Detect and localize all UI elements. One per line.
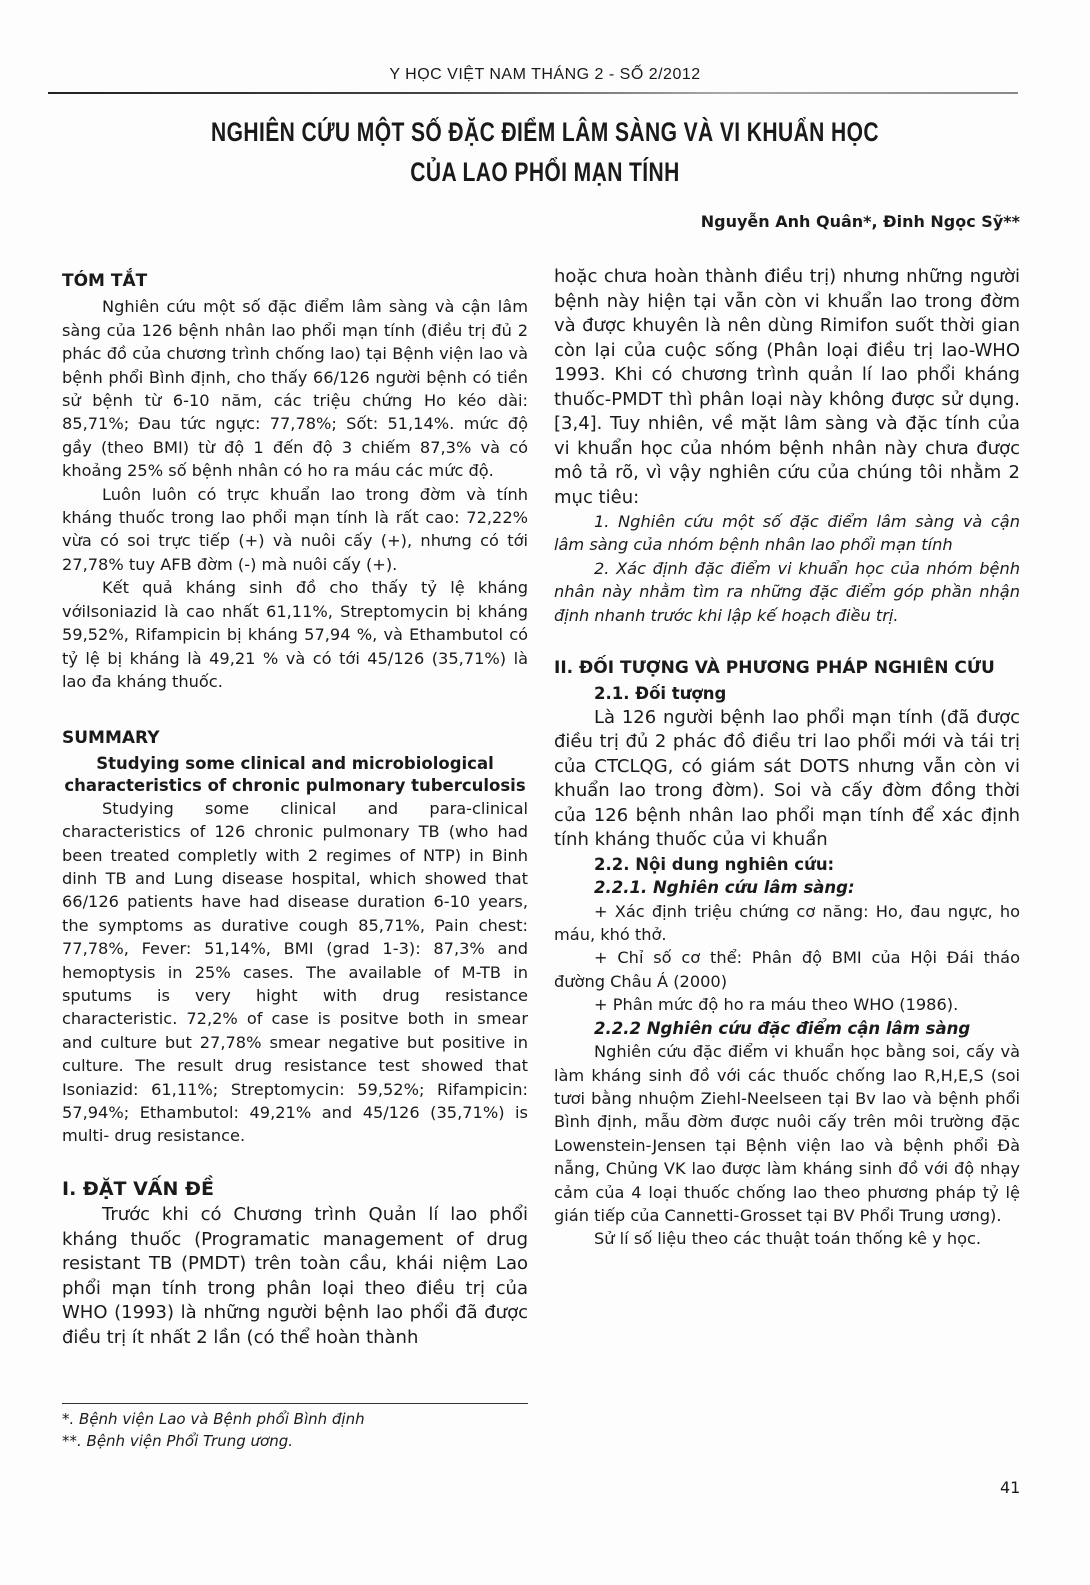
- summary-heading: SUMMARY: [62, 728, 160, 749]
- subsection-2-1-heading: 2.1. Đối tượng: [594, 684, 727, 704]
- left-column: [62, 270, 528, 1350]
- summary-text: Studying some clinical and para-clinical characteristics of 126 chronic pulmonary TB (who had been treated completly with 2 regimes of NTP) in Binh dinh TB and Lung disease hospital, which showed that 66/126 patients have had disease duration 6-10 years, the symptoms as durative cough 85,71%, Pain chest: 77,78%, Fever: 51,14%, BMI (grad 1-3): 87,3% and hemoptysis in 25% cases. The available of M-TB in sputums is very hight with drug resistance characteristic. 72,2% of case is positve both in smear and culture but 27,78% smear negative but positive in culture. The result drug resistance test showed that Isoniazid: 61,11%; Streptomycin: 59,52%; Rifampicin: 57,94%; Ethambutol: 49,21% and 45/126 (35,71%) is multi- drug resistance.: [62, 798, 528, 1146]
- clinical-item: + Chỉ số cơ thể: Phân độ BMI của Hội Đái tháo đường Châu Á (2000): [554, 948, 1020, 991]
- abstract-heading: TÓM TẮT: [62, 271, 148, 291]
- subsection-2-2-2-text: Nghiên cứu đặc điểm vi khuẩn học bằng soi, cấy và làm kháng sinh đồ với các thuốc chống lao R,H,E,S (soi tươi bằng nhuộm Ziehl-Neelseen tại Bv lao và bệnh phổi Bình định, mẫu đờm được nuôi cấy trên môi trường đặc Lowenstein-Jensen tại Bệnh viện lao và bệnh phổi Đà nẵng, Chủng VK lao được làm kháng sinh đồ với độ nhạy cảm của 4 loại thuốc chống lao theo phương pháp tỷ lệ gián tiếp của Cannetti-Grosset tại BV Phổi Trung ương).: [554, 1042, 1020, 1225]
- abstract-paragraph: Kết quả kháng sinh đồ cho thấy tỷ lệ kháng vớiIsoniazid là cao nhất 61,11%, Streptomycin bị kháng 59,52%, Rifampicin bị kháng 57,94 %, và Ethambutol có tỷ lệ bị kháng là 49,21 % và có tới 45/126 (35,71%) là lao đa kháng thuốc.: [62, 578, 528, 691]
- statistics-text: Sử lí số liệu theo các thuật toán thống kê y học.: [594, 1229, 982, 1249]
- abstract-paragraph: Nghiên cứu một số đặc điểm lâm sàng và cận lâm sàng của 126 bệnh nhân lao phổi mạn tính (điều trị đủ 2 phác đồ của chương trình chống lao) tại Bệnh viện lao và bệnh phổi Bình định, cho thấy 66/126 người bệnh có tiền sử bệnh từ 6-10 năm, các triệu chứng Ho kéo dài: 85,71%; Đau tức ngực: 77,78%; Sốt: 51,14%. mức độ gầy (theo BMI) từ độ 1 đến độ 3 chiếm 87,3% và có khoảng 25% số bệnh nhân có ho ra máu các mức độ.: [62, 297, 528, 481]
- subsection-2-2-2-heading: 2.2.2 Nghiên cứu đặc điểm cận lâm sàng: [594, 1018, 971, 1038]
- abstract-paragraph: Luôn luôn có trực khuẩn lao trong đờm và tính kháng thuốc trong lao phổi mạn tính là rất cao: 72,22% vừa có soi trực tiếp (+) và nuôi cấy (+), nhưng có tới 27,78% tuy AFB đờm (-) mà nuôi cấy (+).: [62, 484, 528, 574]
- journal-header: Y HỌC VIỆT NAM THÁNG 2 - SỐ 2/2012: [389, 66, 701, 83]
- section-1-continued: hoặc chưa hoàn thành điều trị) nhưng những người bệnh này hiện tại vẫn còn vi khuẩn lao trong đờm và được khuyên là nên dùng Rimifon suốt thời gian còn lại của cuộc sống (Phân loại điều trị lao-WHO 1993. Khi có chương trình quản lí lao phổi kháng thuốc-PMDT thì phân loại này không được sử dụng.[3,4]. Tuy nhiên, về mặt lâm sàng và đặc tính của vi khuẩn học của nhóm bệnh nhân này chưa được mô tả rõ, vì vậy nghiên cứu của chúng tôi nhằm 2 mục tiêu:: [554, 266, 1020, 508]
- subsection-2-2-heading: 2.2. Nội dung nghiên cứu:: [594, 854, 835, 874]
- article-title: [120, 112, 970, 192]
- title-line-2: CỦA LAO PHỔI MẠN TÍNH: [410, 157, 680, 187]
- right-column: [554, 265, 1020, 1251]
- section-1-heading: I. ĐẶT VẤN ĐỀ: [62, 1177, 214, 1200]
- page-number: 41: [1000, 1478, 1021, 1497]
- authors: Nguyễn Anh Quân*, Đinh Ngọc Sỹ**: [700, 212, 1020, 231]
- footnote: **. Bệnh viện Phổi Trung ương.: [62, 1432, 293, 1450]
- footnotes: [62, 1408, 365, 1452]
- section-2-heading: II. ĐỐI TƯỢNG VÀ PHƯƠNG PHÁP NGHIÊN CỨU: [554, 658, 995, 679]
- subsection-2-2-1-heading: 2.2.1. Nghiên cứu lâm sàng:: [594, 878, 855, 898]
- subsection-2-1-text: Là 126 người bệnh lao phổi mạn tính (đã được điều trị đủ 2 phác đồ điều tri lao phổi mới và tái trị của CTCLQG, có giám sát DOTS nhưng vẫn còn vi khuẩn lao trong đờm). Soi và cấy đờm đồng thời của 126 bệnh nhân lao phổi mạn tính để xác định tính kháng thuốc của vi khuẩn: [554, 706, 1020, 851]
- goal-item: 1. Nghiên cứu một số đặc điểm lâm sàng và cận lâm sàng của nhóm bệnh nhân lao phổi mạn tính: [554, 512, 1020, 555]
- clinical-item: + Xác định triệu chứng cơ năng: Ho, đau ngực, ho máu, khó thở.: [554, 901, 1020, 945]
- footnote-rule: [62, 1403, 528, 1404]
- goal-item: 2. Xác định đặc điểm vi khuẩn học của nhóm bệnh nhân này nhằm tìm ra những đặc điểm góp phần nhận định nhanh trước khi lập kế hoạch điều trị.: [554, 558, 1020, 625]
- section-1-paragraph: Trước khi có Chương trình Quản lí lao phổi kháng thuốc (Programatic management of drug resistant TB (PMDT) trên toàn cầu, khái niệm Lao phổi mạn tính trong phân loại theo điều trị của WHO (1993) là những người bệnh lao phổi đã được điều trị ít nhất 2 lần (có thể hoàn thành: [62, 1204, 528, 1348]
- title-line-1: NGHIÊN CỨU MỘT SỐ ĐẶC ĐIỂM LÂM SÀNG VÀ VI KHUẨN HỌC: [210, 117, 879, 147]
- header-rule: [48, 92, 1018, 94]
- clinical-item: + Phân mức độ ho ra máu theo WHO (1986).: [594, 995, 959, 1015]
- summary-title: Studying some clinical and microbiological characteristics of chronic pulmonary tuberculosis: [64, 753, 526, 795]
- footnote: *. Bệnh viện Lao và Bệnh phổi Bình định: [62, 1410, 365, 1428]
